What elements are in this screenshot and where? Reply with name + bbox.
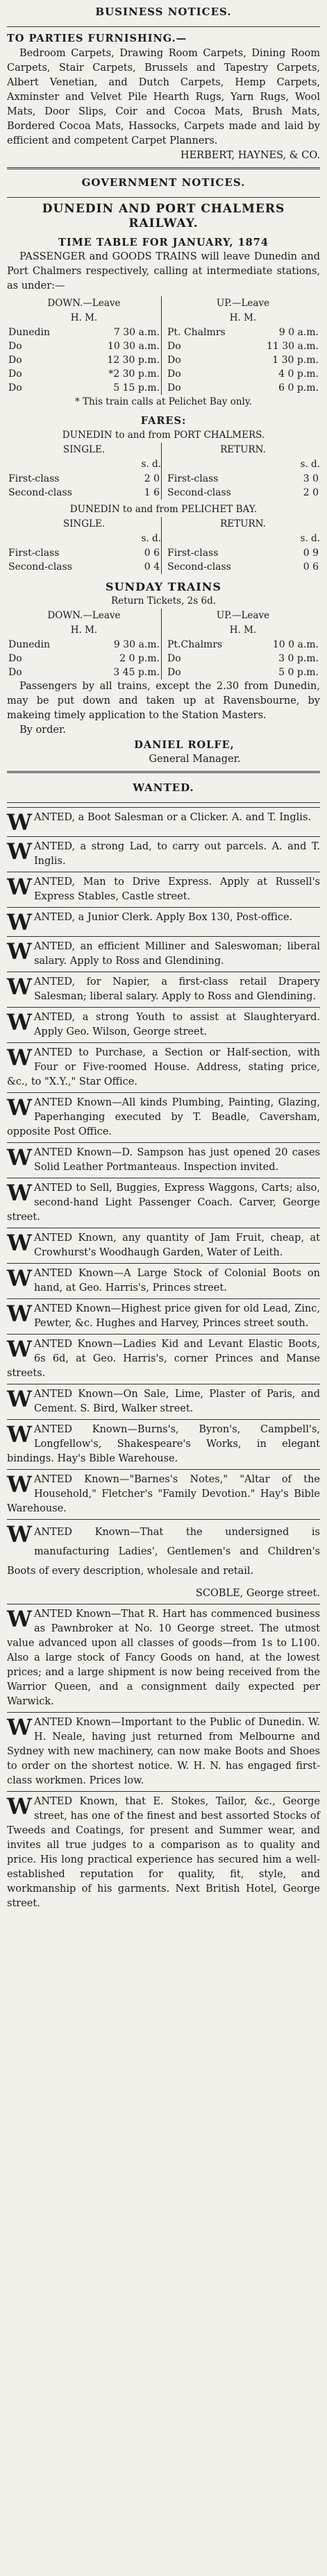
wanted-ad xyxy=(7,1263,320,1298)
furnishing-ad xyxy=(7,31,320,163)
wanted-ad-text: ANTED to Sell, Buggies, Express Waggons, Carts; also, second-hand Light Passenger Coach. Carver, George street. xyxy=(7,1183,320,1223)
wanted-ad xyxy=(7,972,320,1007)
sd-label: s. d. xyxy=(300,533,320,544)
row-value: 0 6 xyxy=(303,561,319,573)
wanted-ad-text: ANTED Known—D. Sampson has just opened 20 cases Solid Leather Portmanteaus. Inspection invited. xyxy=(33,1147,320,1173)
single-label: SINGLE. xyxy=(62,444,106,455)
row-value: 7 30 a.m. xyxy=(113,327,160,338)
row-label: Do xyxy=(8,341,22,352)
up-column xyxy=(161,296,320,395)
hm-label: H. M. xyxy=(70,312,98,323)
drop-cap: W xyxy=(7,974,32,1000)
row-label: Dunedin xyxy=(8,639,50,650)
railway-notice xyxy=(7,202,320,767)
fares2-return xyxy=(161,517,320,574)
hm-label: H. M. xyxy=(70,625,98,636)
drop-cap: W xyxy=(7,1144,32,1171)
wanted-ad-text: ANTED, for Napier, a first-class retail Drapery Salesman; liberal salary. Apply to Ross and Glendining. xyxy=(33,976,320,1002)
down-column xyxy=(7,296,161,395)
government-notices-header: GOVERNMENT NOTICES. xyxy=(81,176,246,189)
drop-cap: W xyxy=(7,1300,32,1327)
wanted-ad xyxy=(7,836,320,872)
row-value: 2 0 xyxy=(144,473,160,484)
single-label: SINGLE. xyxy=(62,518,106,529)
row-label: Do xyxy=(167,355,181,366)
railway-title: DUNEDIN AND PORT CHALMERS RAILWAY. xyxy=(42,202,285,230)
row-label: First-class xyxy=(8,548,60,559)
row-label: Do xyxy=(167,368,181,380)
table-row xyxy=(166,381,320,395)
furnishing-title: TO PARTIES FURNISHING.— xyxy=(7,33,187,44)
drop-cap: W xyxy=(7,1714,32,1740)
table-row xyxy=(166,652,320,666)
sd-label: s. d. xyxy=(141,533,161,544)
wanted-ad xyxy=(7,1384,320,1419)
row-value: 1 30 p.m. xyxy=(272,355,319,366)
table-row xyxy=(7,381,161,395)
wanted-ad xyxy=(7,807,320,836)
sunday-up xyxy=(161,609,320,679)
drop-cap: W xyxy=(7,838,32,865)
up-times-table xyxy=(166,325,320,395)
wanted-ad-text: ANTED Known—All kinds Plumbing, Painting, Glazing, Paperhanging executed by T. Beadle, Caversham, opposite Post Office. xyxy=(7,1097,320,1137)
table-row xyxy=(7,560,161,574)
divider xyxy=(7,802,320,803)
down-times-table xyxy=(7,325,161,395)
business-notices-header: BUSINESS NOTICES. xyxy=(95,6,232,18)
down-label: DOWN.—Leave xyxy=(47,298,121,309)
row-value: 0 6 xyxy=(144,548,160,559)
table-row xyxy=(166,560,320,574)
drop-cap: W xyxy=(7,1471,32,1498)
hart-body: ANTED Known—That R. Hart has commenced business as Pawnbroker at No. 10 George street. The utmost value advanced upon all classes of goods—from 1s to L100. Also a large stock of Fancy Goods on hand, at the lowest prices; and a large shipment is now being received from the Warrior Queen, and a consignment daily expected per Warwick. xyxy=(7,1609,320,1707)
table-row xyxy=(7,546,161,560)
row-value: 0 9 xyxy=(303,548,319,559)
row-label: Do xyxy=(167,653,181,664)
row-value: 11 30 a.m. xyxy=(266,341,319,352)
hart-ad xyxy=(7,1604,320,1712)
drop-cap: W xyxy=(7,1230,32,1256)
sunday-note: Passengers by all trains, except the 2.30 from Dunedin, may be put down and taken up at Ravensbourne, by makeing timely application to the Station Masters. xyxy=(7,681,320,721)
fares-title: FARES: xyxy=(140,415,187,427)
row-label: Do xyxy=(167,667,181,678)
wanted-ad-text: ANTED Known—Ladies Kid and Levant Elastic Boots, 6s 6d, at Geo. Harris's, corner Princes and Manse streets. xyxy=(7,1339,320,1379)
wanted-ad xyxy=(7,1007,320,1042)
table-row xyxy=(166,638,320,652)
fares2-return-table xyxy=(166,546,320,574)
table-row xyxy=(7,472,161,486)
row-value: 5 15 p.m. xyxy=(113,382,160,393)
row-label: First-class xyxy=(8,473,60,484)
row-value: 3 0 p.m. xyxy=(278,653,319,664)
drop-cap: W xyxy=(7,1421,32,1448)
row-label: Pt. Chalmrs xyxy=(167,327,226,338)
row-label: Do xyxy=(8,368,22,380)
drop-cap: W xyxy=(7,938,32,965)
railway-intro: PASSENGER and GOODS TRAINS will leave Dunedin and Port Chalmers respectively, calling at intermediate stations, as under:— xyxy=(7,251,320,291)
drop-cap: W xyxy=(7,1336,32,1362)
sunday-title: SUNDAY TRAINS xyxy=(106,580,221,593)
table-row xyxy=(166,353,320,367)
wanted-ad xyxy=(7,1142,320,1178)
drop-cap: W xyxy=(7,1044,32,1071)
fares1-return-table xyxy=(166,472,320,500)
fares1-single xyxy=(7,443,161,500)
railway-signature-title: General Manager. xyxy=(149,754,241,765)
neale-ad xyxy=(7,1712,320,1791)
divider xyxy=(7,167,320,169)
wanted-ad-text: ANTED, a strong Youth to assist at Slaughteryard. Apply Geo. Wilson, George street. xyxy=(33,1012,320,1037)
table-row xyxy=(7,486,161,500)
table-row xyxy=(166,546,320,560)
wanted-ad xyxy=(7,1298,320,1334)
row-label: Do xyxy=(167,382,181,393)
row-value: 12 30 p.m. xyxy=(107,355,160,366)
sd-label: s. d. xyxy=(300,459,320,470)
row-label: Do xyxy=(8,667,22,678)
wanted-ad-text: ANTED Known—A Large Stock of Colonial Boots on hand, at Geo. Harris's, Princes street. xyxy=(33,1268,320,1294)
row-label: Do xyxy=(8,653,22,664)
table-row xyxy=(7,652,161,666)
table-row xyxy=(166,666,320,679)
wanted-ad-text: ANTED, a Boot Salesman or a Clicker. A. and T. Inglis. xyxy=(33,812,311,823)
railway-by-order: By order. xyxy=(19,724,66,736)
sunday-up-table xyxy=(166,638,320,679)
hm-label: H. M. xyxy=(229,625,257,636)
wanted-ad-text: ANTED Known—Highest price given for old Lead, Zinc, Pewter, &c. Hughes and Harvey, Princes street south. xyxy=(33,1303,320,1329)
wanted-ad xyxy=(7,1469,320,1519)
row-value: 4 0 p.m. xyxy=(278,368,319,380)
wanted-ad-text: ANTED Known, any quantity of Jam Fruit, cheap, at Crowhurst's Woodhaugh Garden, Water of Leith. xyxy=(33,1232,320,1258)
row-label: Second-class xyxy=(167,561,231,573)
wanted-ad-text: ANTED, a Junior Clerk. Apply Box 130, Post-office. xyxy=(33,912,293,923)
wanted-ad xyxy=(7,1178,320,1228)
wanted-ad-text: ANTED, a strong Lad, to carry out parcels. A. and T. Inglis. xyxy=(33,841,320,867)
row-label: Do xyxy=(8,355,22,366)
sunday-down xyxy=(7,609,161,679)
row-value: 0 4 xyxy=(144,561,160,573)
up-label: UP.—Leave xyxy=(216,610,270,621)
divider xyxy=(7,197,320,198)
down-label: DOWN.—Leave xyxy=(47,610,121,621)
row-label: Do xyxy=(8,382,22,393)
table-row xyxy=(7,638,161,652)
table-row xyxy=(166,325,320,339)
newspaper-page xyxy=(7,0,320,1914)
table-row xyxy=(7,339,161,353)
wanted-ad xyxy=(7,907,320,936)
furnishing-body: Bedroom Carpets, Drawing Room Carpets, Dining Room Carpets, Stair Carpets, Brussels and Tapestry Carpets, Albert Venetian, and Dutch Carpets, Hemp Carpets, Axminster and Velvet Pile Hearth Rugs, Yarn Rugs, Wool Mats, Door Slips, Coir and Cocoa Mats, Brush Mats, Bordered Cocoa Mats, Hassocks, Carpets made and laid by efficient and competent Carpet Planners. xyxy=(7,48,320,146)
wanted-ad-text: ANTED to Purchase, a Section or Half-section, with Four or Five-roomed House. Address, stating price, &c., to "X.Y.," Star Office. xyxy=(7,1047,320,1087)
drop-cap: W xyxy=(7,1180,32,1206)
fares1-table xyxy=(7,443,320,500)
furnishing-signature: HERBERT, HAYNES, & CO. xyxy=(180,150,320,161)
row-value: *2 30 p.m. xyxy=(108,368,160,380)
stokes-body: ANTED Known, that E. Stokes, Tailor, &c., George street, has one of the finest and best assorted Stocks of Tweeds and Coatings, for present and Summer wear, and invites all true judges to a comparison as to quality and price. His long practical experience has secured him a well-established reputation for quality, fit, style, and workmanship of his garments. Next British Hotel, George street. xyxy=(7,1796,320,1909)
wanted-ad-text: ANTED Known—On Sale, Lime, Plaster of Paris, and Cement. S. Bird, Walker street. xyxy=(33,1389,320,1414)
table-row xyxy=(7,367,161,381)
fares2-title: DUNEDIN to and from PELICHET BAY. xyxy=(69,504,258,515)
wanted-ad-text: ANTED Known—"Barnes's Notes," "Altar of the Household," Fletcher's "Family Devotion." Hay's Bible Warehouse. xyxy=(7,1474,320,1514)
fares1-title: DUNEDIN to and from PORT CHALMERS. xyxy=(62,430,265,441)
drop-cap: W xyxy=(7,809,32,836)
row-value: 1 6 xyxy=(144,487,160,498)
fares2-single xyxy=(7,517,161,574)
drop-cap: W xyxy=(7,1606,32,1632)
weekday-timetable xyxy=(7,296,320,395)
wanted-ad xyxy=(7,1228,320,1263)
wanted-ad-text: ANTED Known—Burns's, Byron's, Campbell's, Longfellow's, Shakespeare's Works, in elegant bindings. Hay's Bible Warehouse. xyxy=(7,1424,320,1464)
stokes-ad xyxy=(7,1791,320,1914)
row-label: Dunedin xyxy=(8,327,50,338)
return-label: RETURN. xyxy=(220,444,266,455)
wanted-header: WANTED. xyxy=(133,781,194,794)
drop-cap: W xyxy=(7,1793,32,1820)
table-row xyxy=(7,353,161,367)
drop-cap: W xyxy=(7,874,32,900)
wanted-ad xyxy=(7,1334,320,1384)
fares2-single-table xyxy=(7,546,161,574)
row-label: Second-class xyxy=(8,487,72,498)
sunday-down-table xyxy=(7,638,161,679)
sunday-timetable xyxy=(7,609,320,679)
wanted-ad xyxy=(7,1092,320,1142)
wanted-ad-text: ANTED, Man to Drive Express. Apply at Russell's Express Stables, Castle street. xyxy=(33,876,320,902)
railway-footnote: * This train calls at Pelichet Bay only. xyxy=(75,396,252,407)
row-label: First-class xyxy=(167,473,219,484)
drop-cap: W xyxy=(7,1386,32,1412)
return-label: RETURN. xyxy=(220,518,266,529)
drop-cap: W xyxy=(7,1265,32,1291)
table-row xyxy=(166,339,320,353)
drop-cap: W xyxy=(7,1521,32,1548)
fares1-single-table xyxy=(7,472,161,500)
row-label: First-class xyxy=(167,548,219,559)
row-value: 6 0 p.m. xyxy=(278,382,319,393)
scoble-signature: SCOBLE, George street. xyxy=(195,1588,320,1599)
table-row xyxy=(166,472,320,486)
wanted-ad xyxy=(7,936,320,972)
row-value: 3 45 p.m. xyxy=(113,667,160,678)
railway-signature: DANIEL ROLFE, xyxy=(134,739,235,751)
hm-label: H. M. xyxy=(229,312,257,323)
drop-cap: W xyxy=(7,909,32,935)
wanted-ads-list xyxy=(7,807,320,1519)
drop-cap: W xyxy=(7,1009,32,1035)
scoble-ad xyxy=(7,1519,320,1604)
wanted-ad xyxy=(7,872,320,907)
row-label: Do xyxy=(167,341,181,352)
sd-label: s. d. xyxy=(141,459,161,470)
row-value: 10 0 a.m. xyxy=(272,639,319,650)
table-row xyxy=(166,367,320,381)
wanted-ad-text: ANTED, an efficient Milliner and Saleswoman; liberal salary. Apply to Ross and Glendining. xyxy=(33,941,320,967)
table-row xyxy=(7,325,161,339)
up-label: UP.—Leave xyxy=(216,298,270,309)
drop-cap: W xyxy=(7,1094,32,1121)
row-value: 10 30 a.m. xyxy=(107,341,160,352)
row-value: 9 30 a.m. xyxy=(113,639,160,650)
divider xyxy=(7,771,320,773)
neale-body: ANTED Known—Important to the Public of Dunedin. W. H. Neale, having just returned from Melbourne and Sydney with new machinery, can now make Boots and Shoes to order on the shortest notice. W. H. N. has engaged first-class workmen. Prices low. xyxy=(7,1717,320,1786)
table-row xyxy=(7,666,161,679)
wanted-ad xyxy=(7,1042,320,1092)
row-value: 3 0 xyxy=(303,473,319,484)
railway-timetable-title: TIME TABLE FOR JANUARY, 1874 xyxy=(58,237,269,248)
fares2-table xyxy=(7,517,320,574)
table-row xyxy=(166,486,320,500)
sunday-subtitle: Return Tickets, 2s 6d. xyxy=(110,595,217,607)
wanted-ad xyxy=(7,1419,320,1469)
scoble-body: ANTED Known—That the undersigned is manufacturing Ladies', Gentlemen's and Children's Boots of every description, wholesale and retail. xyxy=(7,1527,320,1577)
divider xyxy=(7,26,320,27)
fares1-return xyxy=(161,443,320,500)
row-label: Pt.Chalmrs xyxy=(167,639,223,650)
row-value: 5 0 p.m. xyxy=(278,667,319,678)
row-value: 2 0 xyxy=(303,487,319,498)
row-label: Second-class xyxy=(167,487,231,498)
row-value: 9 0 a.m. xyxy=(278,327,319,338)
row-value: 2 0 p.m. xyxy=(119,653,160,664)
row-label: Second-class xyxy=(8,561,72,573)
